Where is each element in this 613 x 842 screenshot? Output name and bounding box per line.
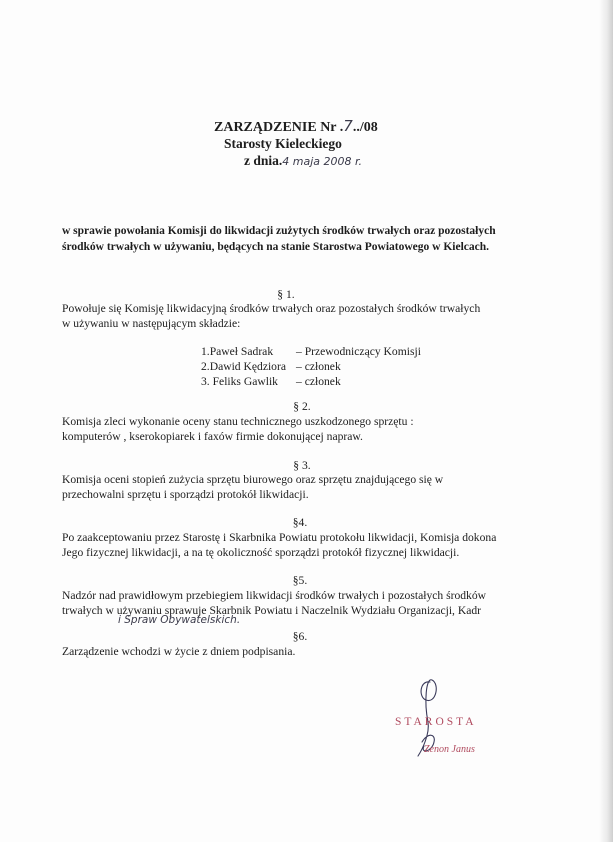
member-2-role: – członek — [296, 360, 341, 373]
section-3-heading: § 3. — [293, 459, 311, 472]
section-2-line-2: komputerów , kserokopiarek i faxów firmie dokonującej napraw. — [62, 430, 363, 443]
section-5-line-1: Nadzór nad prawidłowym przebiegiem likwidacji środków trwałych i pozostałych środków — [62, 589, 487, 602]
section-1-line-1: Powołuje się Komisję likwidacyjną środków trwałych oraz pozostałych środków trwałych — [62, 302, 481, 315]
section-4-line-2: Jego fizycznej likwidacji, a na tę okoliczność sporządzi protokół fizycznej likwidacji. — [62, 546, 460, 559]
member-3-role: – członek — [296, 375, 341, 388]
section-4-heading: §4. — [292, 516, 308, 529]
section-1-heading: § 1. — [277, 288, 295, 301]
section-6-heading: §6. — [292, 630, 308, 643]
scan-edge-shadow — [599, 0, 613, 842]
member-2-name: 2.Dawid Kędziora — [201, 360, 286, 373]
document-title — [214, 117, 378, 136]
section-1-line-2: w używaniu w następującym składzie: — [62, 317, 241, 330]
section-5-line-2: trwałych w używaniu sprawuje Skarbnik Powiatu i Naczelnik Wydziału Organizacji, Kadr — [62, 604, 482, 617]
document-date — [244, 153, 362, 169]
title-suffix: ../08 — [352, 120, 378, 135]
section-3-line-1: Komisja oceni stopień zużycia sprzętu biurowego oraz sprzętu znajdującego się w — [62, 473, 444, 486]
section-5-heading: §5. — [292, 574, 308, 587]
section-2-heading: § 2. — [293, 400, 311, 413]
section-2-line-1: Komisja zleci wykonanie oceny stanu technicznego uszkodzonego sprzętu : — [62, 415, 414, 428]
stamp-name: Zenon Janus — [424, 744, 475, 755]
title-prefix: ZARZĄDZENIE Nr . — [214, 120, 344, 135]
member-1-name: 1.Paweł Sadrak — [201, 345, 274, 358]
section-5-handwritten-addition: i Spraw Obywatelskich. — [118, 614, 241, 626]
title-number-handwritten: 7 — [343, 117, 353, 135]
subject-line-1: w sprawie powołania Komisji do likwidacji zużytych środków trwałych oraz pozostałych — [62, 225, 496, 237]
stamp-title: STAROSTA — [395, 716, 477, 728]
member-3-name: 3. Feliks Gawlik — [201, 375, 278, 388]
section-6-line-1: Zarządzenie wchodzi w życie z dniem podpisania. — [62, 645, 296, 658]
member-1-role: – Przewodniczący Komisji — [296, 345, 421, 358]
section-3-line-2: przechowalni sprzętu i sporządzi protokół likwidacji. — [62, 488, 309, 501]
section-4-line-1: Po zaakceptowaniu przez Starostę i Skarbnika Powiatu protokołu likwidacji, Komisja dokona — [62, 531, 497, 544]
date-prefix: z dnia. — [244, 153, 283, 168]
document-subtitle: Starosty Kieleckiego — [224, 136, 342, 151]
subject-line-2: środków trwałych w używaniu, będących na stanie Starostwa Powiatowego w Kielcach. — [62, 241, 489, 253]
date-handwritten: 4 maja 2008 r. — [282, 155, 363, 168]
